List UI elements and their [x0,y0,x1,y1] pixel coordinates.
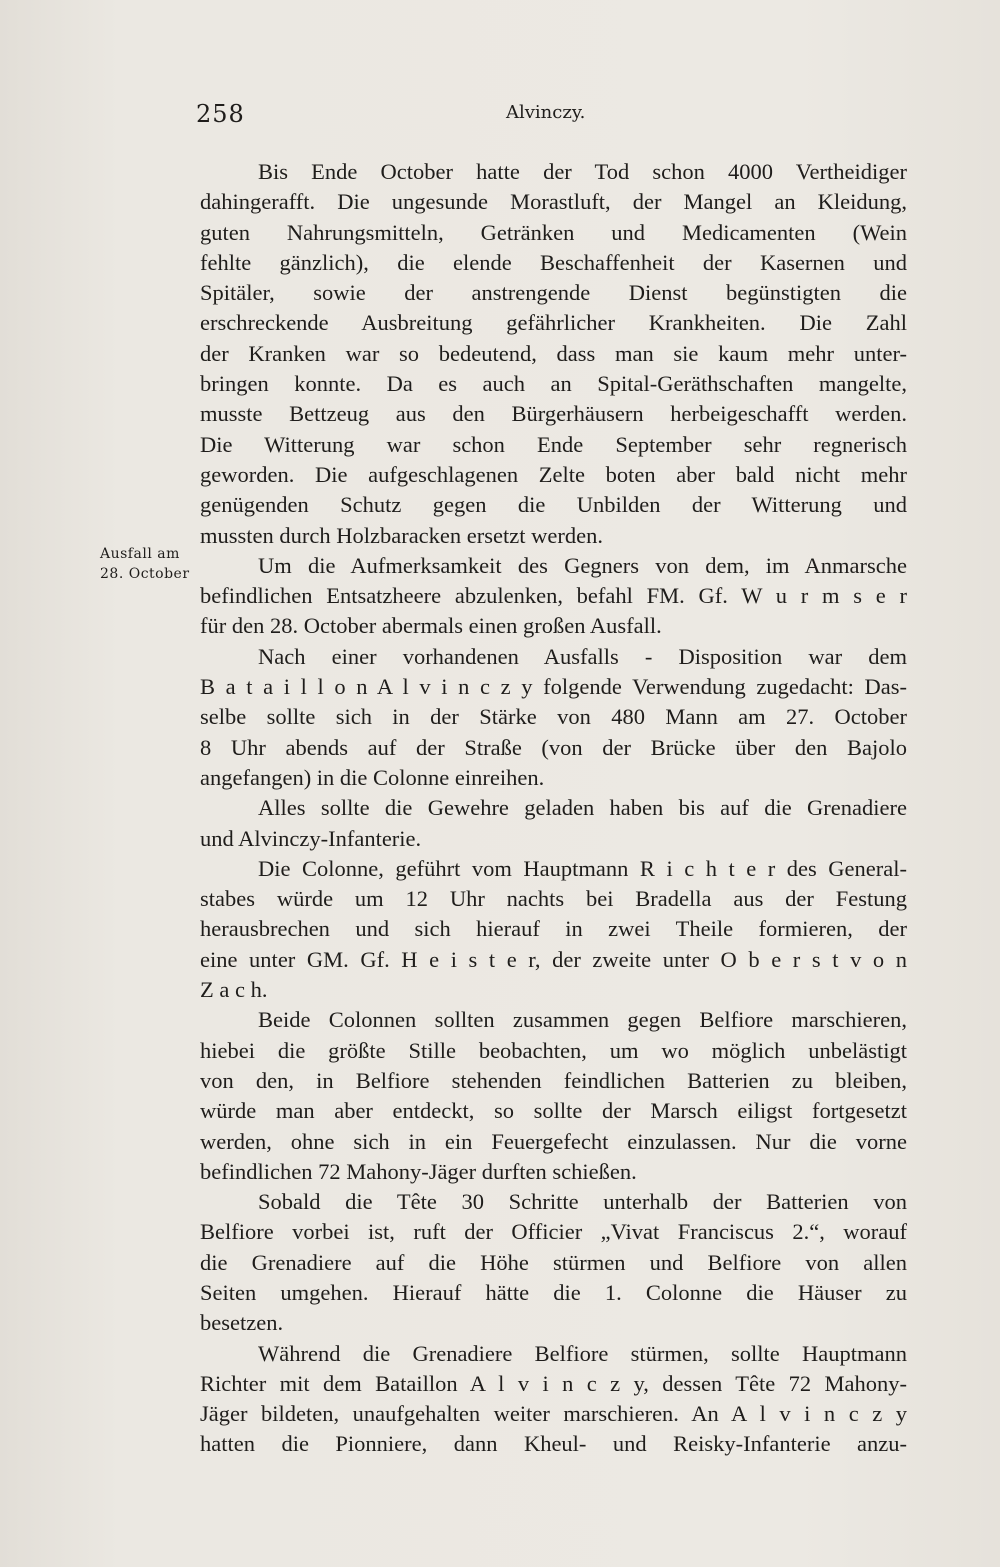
text-line: besetzen. [200,1310,284,1336]
margin-note-line: 28. October [100,566,190,582]
page-header [0,100,1000,140]
text-line: Um die Aufmerksamkeit des Gegners von dem, im Anmarsche [258,552,907,578]
text-line: mussten durch Holzbaracken ersetzt werden. [200,522,603,548]
body-text [200,157,907,1460]
text-line: B a t a i l l o n A l v i n c z y folgende Verwendung zugedacht: Das- [200,674,907,700]
text-line: angefangen) in die Colonne einreihen. [200,764,545,790]
text-line: Die Colonne, geführt vom Hauptmann R i c h t e r des General- [258,855,907,881]
text-line: Bis Ende October hatte der Tod schon 4000 Vertheidiger [258,159,907,184]
text-line: Z a c h. [200,977,268,1003]
text-line: geworden. Die aufgeschlagenen Zelte boten aber bald nicht mehr [200,461,907,487]
text-line: Belfiore vorbei ist, ruft der Officier „Vivat Franciscus 2.“, worauf [200,1219,907,1245]
text-line: Beide Colonnen sollten zusammen gegen Belfiore marschieren, [258,1007,907,1033]
text-line: die Grenadiere auf die Höhe stürmen und Belfiore von allen [200,1249,907,1275]
text-line: guten Nahrungsmitteln, Getränken und Medicamenten (Wein [200,219,907,245]
text-line: Nach einer vorhandenen Ausfalls - Disposition war dem [258,643,907,669]
text-line: Richter mit dem Bataillon A l v i n c z y, dessen Tête 72 Mahony- [200,1370,907,1396]
text-line: befindlichen Entsatzheere abzulenken, befahl FM. Gf. W u r m s e r [200,583,907,609]
text-line: hiebei die größte Stille beobachten, um wo möglich unbelästigt [200,1037,907,1063]
text-line: hatten die Pionniere, dann Kheul- und Reisky-Infanterie anzu- [200,1431,907,1457]
text-line: für den 28. October abermals einen großen Ausfall. [200,613,662,639]
text-line: stabes würde um 12 Uhr nachts bei Bradella aus der Festung [200,886,907,912]
text-line: befindlichen 72 Mahony-Jäger durften schießen. [200,1158,637,1184]
margin-note [100,544,190,584]
text-line: Jäger bildeten, unaufgehalten weiter marschieren. An A l v i n c z y [200,1401,907,1427]
text-line: werden, ohne sich in ein Feuergefecht einzulassen. Nur die vorne [200,1128,907,1154]
text-line: erschreckende Ausbreitung gefährlicher Krankheiten. Die Zahl [200,310,907,336]
text-line: von den, in Belfiore stehenden feindlichen Batterien zu bleiben, [200,1067,907,1093]
text-line: Während die Grenadiere Belfiore stürmen, sollte Hauptmann [258,1340,907,1366]
text-line: dahingerafft. Die ungesunde Morastluft, der Mangel an Kleidung, [200,189,907,215]
text-line: Seiten umgehen. Hierauf hätte die 1. Colonne die Häuser zu [200,1279,907,1305]
text-line: Sobald die Tête 30 Schritte unterhalb der Batterien von [258,1189,907,1215]
text-line: musste Bettzeug aus den Bürgerhäusern herbeigeschafft werden. [200,401,907,427]
text-line: Spitäler, sowie der anstrengende Dienst begünstigten die [200,280,907,306]
running-title: Alvinczy. [506,102,586,123]
text-line: genügenden Schutz gegen die Unbilden der Witterung und [200,492,907,518]
text-line: Alles sollte die Gewehre geladen haben bis auf die Grenadiere [258,795,907,821]
text-line: herausbrechen und sich hierauf in zwei Theile formieren, der [200,916,907,942]
text-line: bringen konnte. Da es auch an Spital-Geräthschaften mangelte, [200,371,907,397]
text-line: eine unter GM. Gf. H e i s t e r, der zweite unter O b e r s t v o n [200,946,907,972]
text-line: Die Witterung war schon Ende September sehr regnerisch [200,431,907,457]
text-line: und Alvinczy-Infanterie. [200,825,422,851]
page-number: 258 [196,100,245,128]
text-line: der Kranken war so bedeutend, dass man sie kaum mehr unter- [200,340,907,366]
text-line: fehlte gänzlich), die elende Beschaffenheit der Kasernen und [200,249,907,275]
margin-note-line: Ausfall am [100,546,180,562]
text-line: selbe sollte sich in der Stärke von 480 Mann am 27. October [200,704,907,730]
text-line: 8 Uhr abends auf der Straße (von der Brücke über den Bajolo [200,734,907,760]
text-line: würde man aber entdeckt, so sollte der Marsch eiligst fortgesetzt [200,1098,907,1124]
